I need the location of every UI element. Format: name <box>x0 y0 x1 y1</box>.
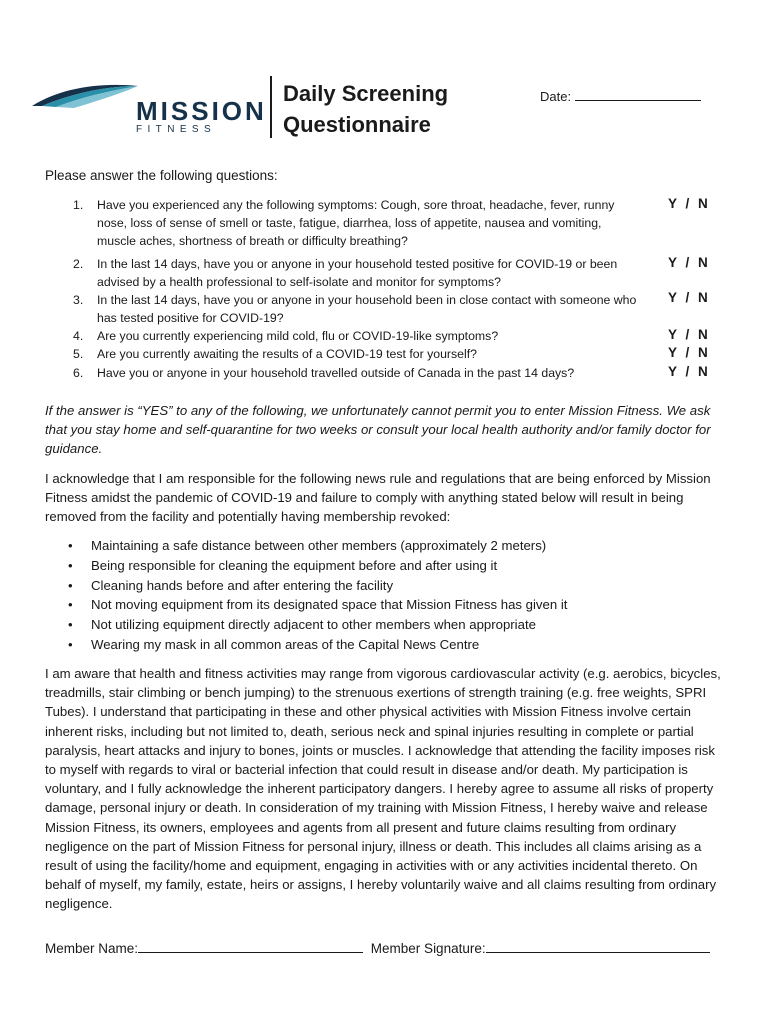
bullet-icon: • <box>68 538 73 553</box>
member-signature-label: Member Signature: <box>370 941 486 956</box>
member-name-label: Member Name: <box>45 941 139 956</box>
answer-yes-no-6[interactable]: Y / N <box>668 364 708 379</box>
list-item <box>68 635 718 655</box>
question-text: Have you experienced any the following symptoms: Cough, sore throat, headache, fever, runny nose, loss of sense of smell or taste, fatigue, diarrhea, loss of appetite, nausea and vomiting, muscle aches, shortness of breath or difficulty breathing? <box>97 198 615 248</box>
title-line-2: Questionnaire <box>283 112 431 137</box>
list-item <box>68 536 718 556</box>
date-field[interactable] <box>540 89 701 104</box>
rule-text: Wearing my mask in all common areas of the Capital News Centre <box>91 636 480 652</box>
answer-yes-no-5[interactable]: Y / N <box>668 345 708 360</box>
question-text: In the last 14 days, have you or anyone in your household been in close contact with someone who has tested positive for COVID-19? <box>97 293 637 325</box>
bullet-icon: • <box>68 636 73 652</box>
logo-swoosh-icon <box>30 80 140 110</box>
question-text: In the last 14 days, have you or anyone in your household tested positive for COVID-19 or been advised by a health professional to self-isolate and monitor for symptoms? <box>97 257 618 289</box>
date-label: Date: <box>540 89 572 104</box>
header-divider <box>270 76 272 138</box>
answer-yes-no-1[interactable]: Y / N <box>668 196 708 211</box>
member-signature-field[interactable] <box>486 940 710 953</box>
rule-text: Being responsible for cleaning the equipment before and after using it <box>91 557 498 573</box>
rule-text: Cleaning hands before and after entering the facility <box>91 577 394 593</box>
warning-text: If the answer is “YES” to any of the following, we unfortunately cannot permit you to enter Mission Fitness. We ask that you stay home and self-quarantine for two weeks or consult your local health authority and/or family doctor for guidance. <box>45 403 711 456</box>
acknowledgement-text: I acknowledge that I am responsible for the following news rule and regulations that are being enforced by Mission Fitness amidst the pandemic of COVID-19 and failure to comply with anything stated below will result in being removed from the facility and potentially having membership revoked: <box>45 471 711 524</box>
list-item <box>68 615 718 635</box>
bullet-icon: • <box>68 577 73 593</box>
question-number: 5. <box>73 347 84 361</box>
question-number: 6. <box>73 366 84 380</box>
answer-yes-no-4[interactable]: Y / N <box>668 327 708 342</box>
question-number: 1. <box>73 198 84 212</box>
question-text: Have you or anyone in your household travelled outside of Canada in the past 14 days? <box>97 366 575 380</box>
question-text: Are you currently experiencing mild cold, flu or COVID-19-like symptoms? <box>97 329 499 343</box>
rule-text: Not utilizing equipment directly adjacent to other members when appropriate <box>91 617 536 633</box>
logo-word: MISSION <box>136 96 267 126</box>
page-title <box>283 78 513 140</box>
title-line-1: Daily Screening <box>283 81 449 106</box>
list-item <box>68 556 718 576</box>
date-blank-line[interactable] <box>575 89 701 101</box>
rules-list <box>68 536 718 655</box>
question-number: 4. <box>73 329 84 343</box>
question-number: 2. <box>73 257 84 271</box>
member-name-field[interactable] <box>138 940 363 953</box>
logo-subtitle: FITNESS <box>136 124 217 135</box>
rule-text: Maintaining a safe distance between other members (approximately 2 meters) <box>91 538 547 553</box>
list-item <box>68 576 718 596</box>
bullet-icon: • <box>68 617 73 633</box>
question-text: Are you currently awaiting the results of a COVID-19 test for yourself? <box>97 347 478 361</box>
question-number: 3. <box>73 293 84 307</box>
rule-text: Not moving equipment from its designated space that Mission Fitness has given it <box>91 597 568 613</box>
list-item <box>68 595 718 615</box>
mission-fitness-logo <box>30 80 267 140</box>
intro-text: Please answer the following questions: <box>45 168 278 183</box>
signature-row <box>45 940 710 956</box>
waiver-text: I am aware that health and fitness activities may range from vigorous cardiovascular activity (e.g. aerobics, bicycles, treadmills, stair climbing or bench jumping) to the strenuous exertions of strength training (e.g. free weights, SPRI Tubes). I understand that participating in these and other physical activities with Mission Fitness involve certain inherent risks, including but not limited to, death, serious neck and spinal injuries resulting in complete or partial paralysis, heart attacks and injury to bones, joints or muscles. I acknowledge that attending the facility imposes risk to myself with regards to viral or bacterial infection that could result in disease and/or death. My participation is voluntary, and I fully acknowledge the inherent participatory dangers. I hereby agree to assume all risks of property damage, personal injury or death. In consideration of my training with Mission Fitness, I hereby waive and release Mission Fitness, its owners, employees and agents from all present and future claims resulting from ordinary negligence on the part of Mission Fitness for personal injury, illness or death. This includes all claims arising as a result of using the facility/home and equipment, engaging in activities with or any activities incidental thereto. On behalf of myself, my family, estate, heirs or assigns, I hereby voluntarily waive and all claims resulting from ordinary negligence. <box>45 666 721 912</box>
answer-yes-no-3[interactable]: Y / N <box>668 290 708 305</box>
bullet-icon: • <box>68 597 73 613</box>
answer-yes-no-2[interactable]: Y / N <box>668 255 708 270</box>
bullet-icon: • <box>68 557 73 573</box>
